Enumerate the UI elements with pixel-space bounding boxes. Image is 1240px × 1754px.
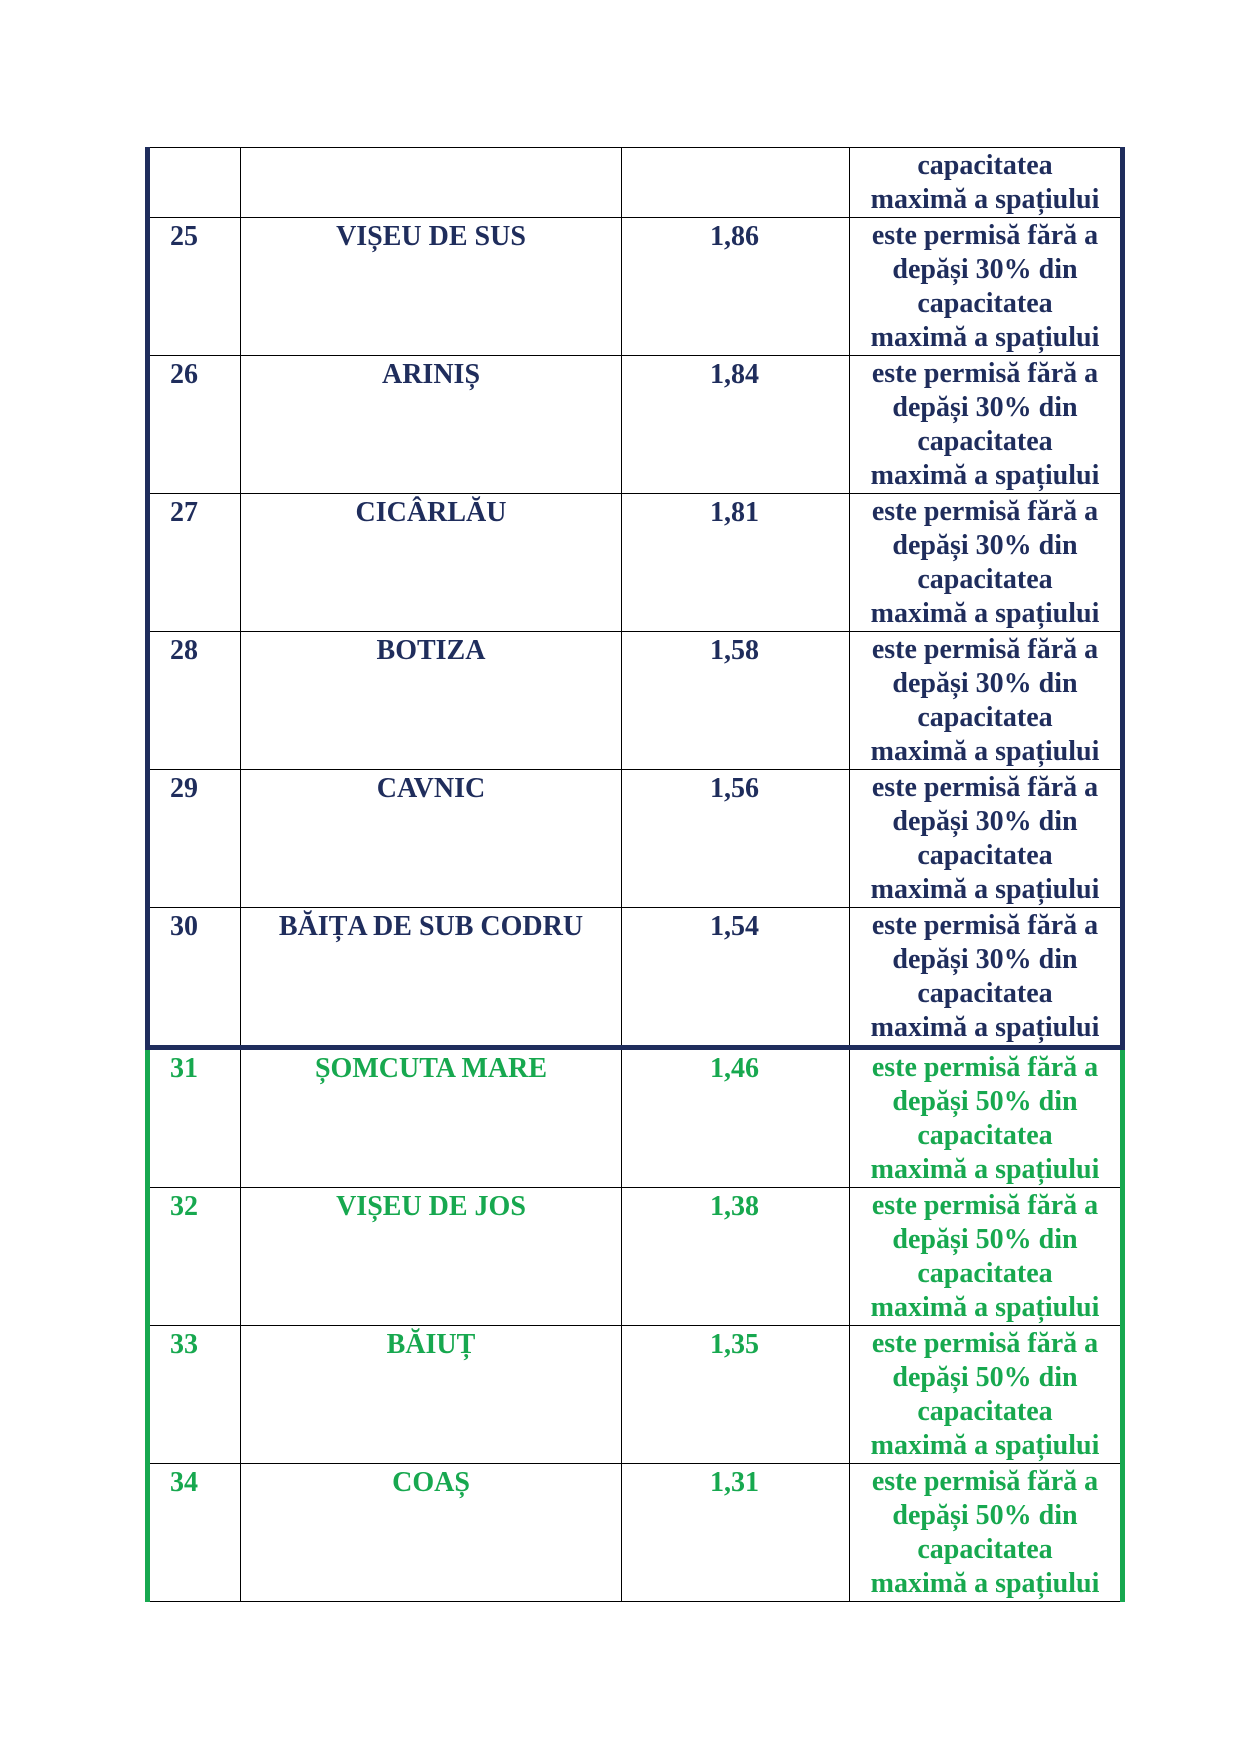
note-line: este permisă fără a: [871, 1466, 1099, 1497]
table-row: [148, 908, 1123, 1048]
note-line: este permisă fără a: [871, 1052, 1099, 1083]
rate-cell: 1,35: [622, 1326, 850, 1464]
note-line: maximă a spațiului: [870, 874, 1100, 905]
nr-cell: 25: [148, 218, 241, 356]
note-line: depăși 30% din: [892, 806, 1078, 837]
locality-cell: CAVNIC: [241, 770, 622, 908]
locality-cell: ARINIȘ: [241, 356, 622, 494]
note-line: este permisă fără a: [871, 496, 1099, 527]
note-line: capacitatea: [917, 564, 1053, 595]
note-cell: [850, 1326, 1123, 1464]
note-line: depăși 50% din: [892, 1086, 1078, 1117]
note-line: capacitatea: [917, 840, 1053, 871]
rate-cell: 1,38: [622, 1188, 850, 1326]
locality-cell: COAȘ: [241, 1464, 622, 1602]
table-row: [148, 218, 1123, 356]
note-line: depăși 30% din: [892, 668, 1078, 699]
locality-cell: CICÂRLĂU: [241, 494, 622, 632]
nr-cell: 33: [148, 1326, 241, 1464]
note-cell: [850, 770, 1123, 908]
note-cell: [850, 1048, 1123, 1188]
table-row: [148, 1188, 1123, 1326]
note-line: este permisă fără a: [871, 1328, 1099, 1359]
rate-cell: 1,56: [622, 770, 850, 908]
rate-cell: 1,31: [622, 1464, 850, 1602]
note-line: maximă a spațiului: [870, 1012, 1100, 1043]
nr-cell: 34: [148, 1464, 241, 1602]
nr-cell: 29: [148, 770, 241, 908]
note-line: capacitatea: [917, 288, 1053, 319]
note-line: depăși 30% din: [892, 530, 1078, 561]
table-row: [148, 770, 1123, 908]
locality-cell: BĂIȚA DE SUB CODRU: [241, 908, 622, 1048]
rate-cell: 1,58: [622, 632, 850, 770]
nr-cell: 30: [148, 908, 241, 1048]
rate-cell: 1,81: [622, 494, 850, 632]
nr-cell: 28: [148, 632, 241, 770]
locality-cell: BOTIZA: [241, 632, 622, 770]
note-line: este permisă fără a: [871, 634, 1099, 665]
note-line: este permisă fără a: [871, 1190, 1099, 1221]
note-line: este permisă fără a: [871, 220, 1099, 251]
note-line: capacitatea: [917, 978, 1053, 1009]
locality-cell: VIȘEU DE JOS: [241, 1188, 622, 1326]
nr-cell: 27: [148, 494, 241, 632]
nr-cell: 31: [148, 1048, 241, 1188]
note-line: maximă a spațiului: [870, 598, 1100, 629]
note-line: capacitatea: [917, 426, 1053, 457]
note-cell: [850, 632, 1123, 770]
table-row: [148, 1048, 1123, 1188]
note-line: este permisă fără a: [871, 358, 1099, 389]
locality-cell: VIȘEU DE SUS: [241, 218, 622, 356]
note-cell: [850, 218, 1123, 356]
note-line: capacitatea: [917, 702, 1053, 733]
note-line: maximă a spațiului: [870, 322, 1100, 353]
note-line: depăși 30% din: [892, 254, 1078, 285]
note-line: este permisă fără a: [871, 772, 1099, 803]
note-line: capacitatea: [917, 150, 1053, 181]
note-line: maximă a spațiului: [870, 1154, 1100, 1185]
rate-cell: 1,84: [622, 356, 850, 494]
note-line: capacitatea: [917, 1258, 1053, 1289]
note-cell: [850, 356, 1123, 494]
nr-cell: [148, 148, 241, 218]
note-cell: [850, 148, 1123, 218]
nr-cell: 32: [148, 1188, 241, 1326]
note-line: este permisă fără a: [871, 910, 1099, 941]
note-line: capacitatea: [917, 1396, 1053, 1427]
note-line: depăși 30% din: [892, 944, 1078, 975]
note-line: maximă a spațiului: [870, 736, 1100, 767]
note-line: maximă a spațiului: [870, 1430, 1100, 1461]
table-row: [148, 1326, 1123, 1464]
locality-cell: [241, 148, 622, 218]
note-cell: [850, 1188, 1123, 1326]
note-line: capacitatea: [917, 1534, 1053, 1565]
rate-cell: [622, 148, 850, 218]
continuation-row: [148, 148, 1123, 218]
note-line: maximă a spațiului: [870, 184, 1100, 215]
rate-cell: 1,54: [622, 908, 850, 1048]
note-cell: [850, 494, 1123, 632]
table-row: [148, 1464, 1123, 1602]
note-line: depăși 50% din: [892, 1224, 1078, 1255]
note-line: depăși 50% din: [892, 1362, 1078, 1393]
note-line: depăși 30% din: [892, 392, 1078, 423]
rate-cell: 1,46: [622, 1048, 850, 1188]
note-cell: [850, 1464, 1123, 1602]
note-line: depăși 50% din: [892, 1500, 1078, 1531]
table-row: [148, 494, 1123, 632]
locality-cell: ȘOMCUTA MARE: [241, 1048, 622, 1188]
note-line: capacitatea: [917, 1120, 1053, 1151]
table-row: [148, 356, 1123, 494]
table-row: [148, 632, 1123, 770]
note-line: maximă a spațiului: [870, 1292, 1100, 1323]
note-cell: [850, 908, 1123, 1048]
nr-cell: 26: [148, 356, 241, 494]
note-line: maximă a spațiului: [870, 1568, 1100, 1599]
incidence-table: [145, 147, 1125, 1602]
rate-cell: 1,86: [622, 218, 850, 356]
locality-cell: BĂIUȚ: [241, 1326, 622, 1464]
note-line: maximă a spațiului: [870, 460, 1100, 491]
